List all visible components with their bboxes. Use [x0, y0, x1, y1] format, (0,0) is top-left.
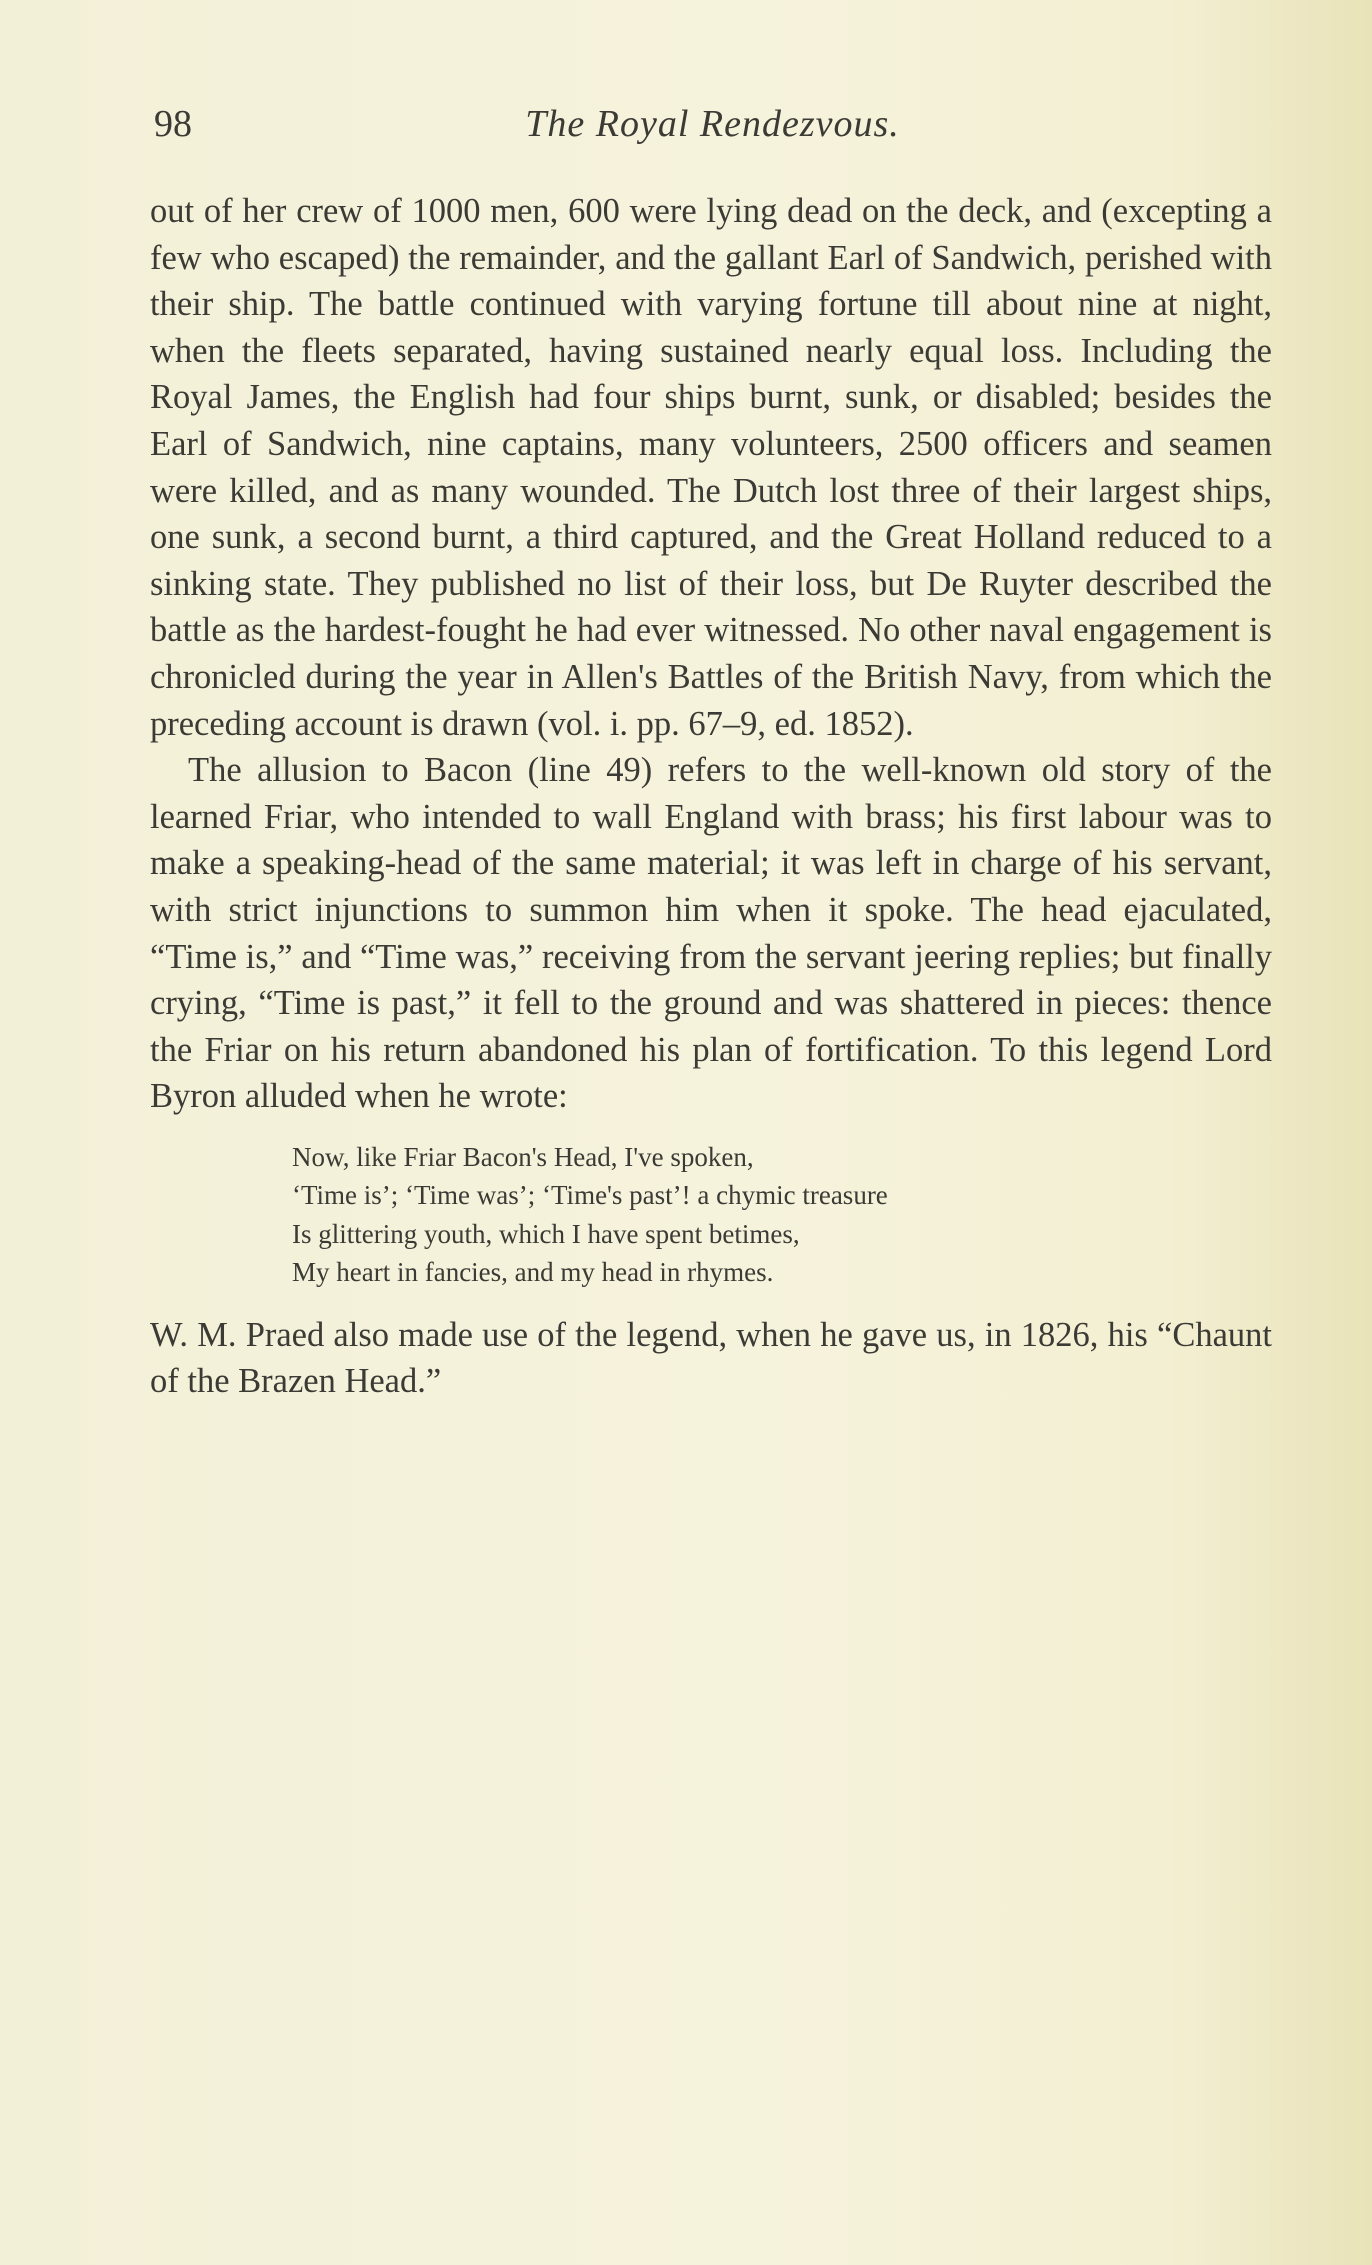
verse-line: My heart in fancies, and my head in rhymes. [292, 1257, 774, 1288]
paragraph-praed-legend: W. M. Praed also made use of the legend, when he gave us, in 1826, his “Chaunt of the Brazen Head.” [150, 1315, 1272, 1401]
body-text [150, 188, 1272, 1405]
page-number: 98 [154, 103, 192, 145]
verse-line: Is glittering youth, which I have spent betimes, [292, 1218, 800, 1249]
paragraph-bacon-allusion: The allusion to Bacon (line 49) refers to the well-known old story of the learned Friar, who intended to wall England with brass; his first labour was to make a speaking-head of the same material; it was left in charge of his servant, with strict injunctions to summon him when it spoke. The head ejaculated, “Time is,” and “Time was,” receiving from the servant jeering replies; but finally crying, “Time is past,” it fell to the ground and was shattered in pieces: thence the Friar on his return abandoned his plan of fortification. To this legend Lord Byron alluded when he wrote: [150, 751, 1272, 1116]
byron-verse-quote [292, 1138, 1272, 1292]
page-header [150, 94, 1275, 154]
paragraph-battle-account: out of her crew of 1000 men, 600 were lying dead on the deck, and (excepting a few who escaped) the remainder, and the gallant Earl of Sandwich, perished with their ship. The battle continued with varying fortune till about nine at night, when the fleets separated, having sustained nearly equal loss. Including the Royal James, the English had four ships burnt, sunk, or disabled; besides the Earl of Sandwich, nine captains, many volunteers, 2500 officers and seamen were killed, and as many wounded. The Dutch lost three of their largest ships, one sunk, a second burnt, a third captured, and the Great Holland reduced to a sinking state. They published no list of their loss, but De Ruyter described the battle as the hardest-fought he had ever witnessed. No other naval engagement is chronicled during the year in Allen's Battles of the British Navy, from which the preceding account is drawn (vol. i. pp. 67–9, ed. 1852). [150, 192, 1272, 743]
verse-line: ‘Time is’; ‘Time was’; ‘Time's past’! a chymic treasure [292, 1180, 888, 1211]
running-title: The Royal Rendezvous. [525, 103, 900, 145]
verse-line: Now, like Friar Bacon's Head, I've spoken, [292, 1141, 754, 1172]
